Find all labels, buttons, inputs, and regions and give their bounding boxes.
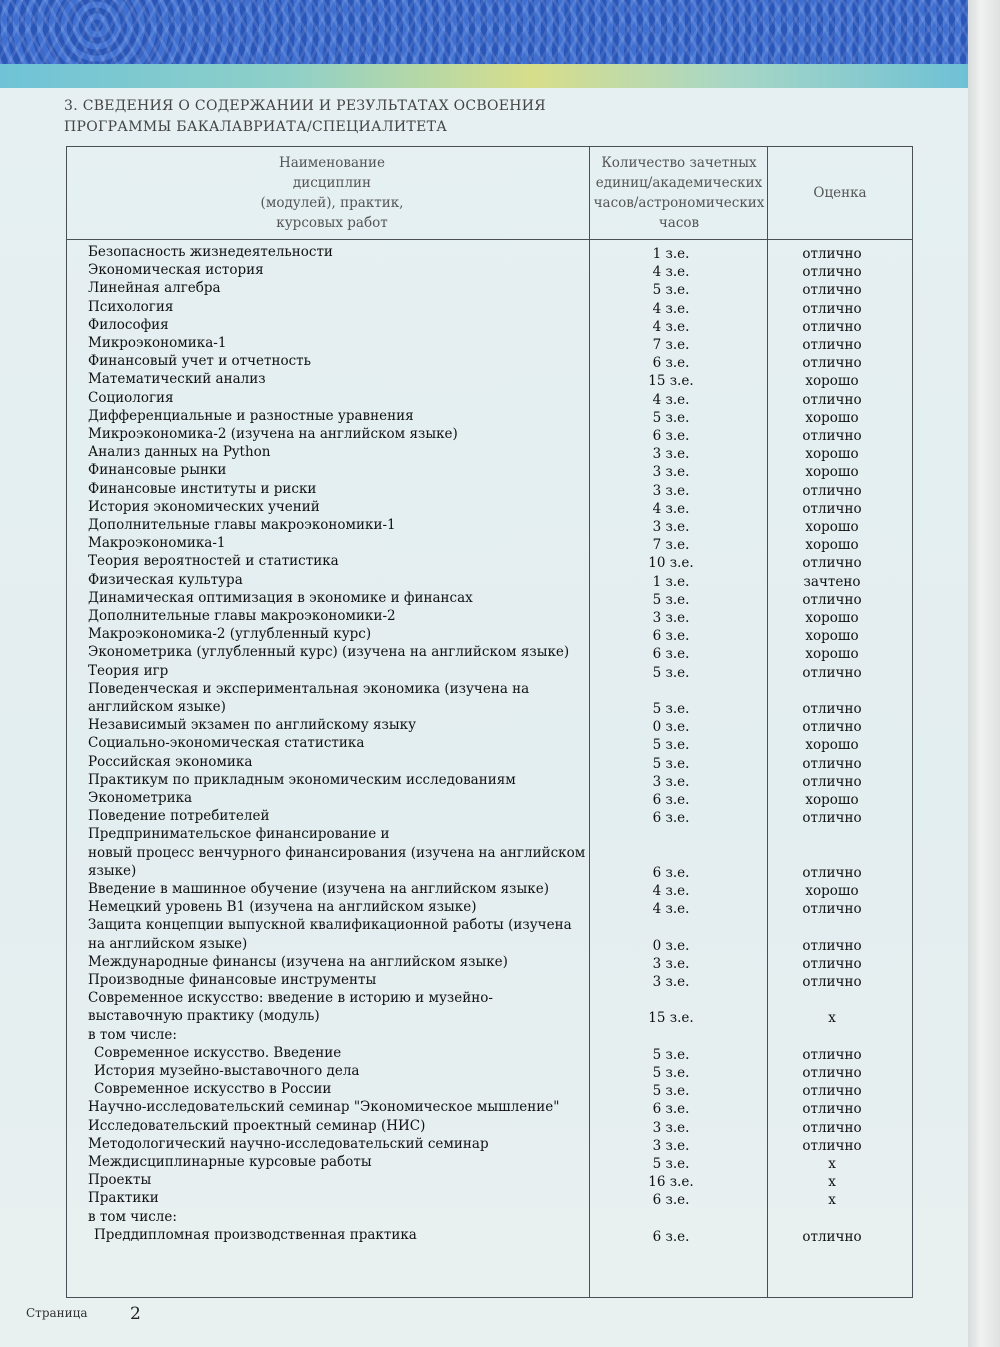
section-title-line1: 3. СВЕДЕНИЯ О СОДЕРЖАНИИ И РЕЗУЛЬТАТАХ ОСВОЕНИЯ xyxy=(64,98,546,114)
discipline-name: Линейная алгебра xyxy=(88,280,221,297)
discipline-name: Методологический научно-исследовательский семинар xyxy=(88,1135,489,1152)
grade-cell: x xyxy=(828,1156,836,1172)
table-row xyxy=(66,535,913,553)
discipline-name: Финансовые рынки xyxy=(88,462,227,479)
table-row xyxy=(66,517,913,535)
grade-cell: отлично xyxy=(802,591,862,608)
discipline-name: Философия xyxy=(88,316,169,333)
credits-cell: 5 з.е. xyxy=(652,282,690,299)
grade-cell: хорошо xyxy=(805,537,859,554)
credits-cell: 3 з.е. xyxy=(652,464,690,481)
discipline-name: Независимый экзамен по английскому языку xyxy=(88,717,417,734)
header-line: дисциплин xyxy=(292,175,372,191)
grade-cell: отлично xyxy=(802,1119,862,1136)
discipline-name: Проекты xyxy=(88,1172,152,1189)
credits-cell: 3 з.е. xyxy=(652,773,690,790)
discipline-name: Эконометрика (углубленный курс) (изучена на английском языке) xyxy=(88,644,570,661)
header-line: часов/астрономических xyxy=(593,195,765,211)
discipline-name: Финансовый учет и отчетность xyxy=(88,353,311,370)
grade-cell: отлично xyxy=(802,937,862,954)
table-row xyxy=(66,390,913,408)
credits-cell: 10 з.е. xyxy=(648,555,694,572)
discipline-name: Социально-экономическая статистика xyxy=(88,735,365,752)
credits-cell: 5 з.е. xyxy=(652,755,690,772)
table-row xyxy=(66,462,913,480)
grade-cell: хорошо xyxy=(805,792,859,808)
credits-cell: 4 з.е. xyxy=(652,883,690,899)
credits-cell: 6 з.е. xyxy=(652,864,690,881)
grade-cell: отлично xyxy=(802,700,862,717)
table-row xyxy=(66,790,913,808)
discipline-name: Дополнительные главы макроэкономики-1 xyxy=(88,517,396,533)
section-title-line2: ПРОГРАММЫ БАКАЛАВРИАТА/СПЕЦИАЛИТЕТА xyxy=(64,119,448,135)
table-row xyxy=(66,408,913,426)
discipline-name: Микроэкономика-2 (изучена на английском языке) xyxy=(88,426,458,442)
discipline-name: в том числе: xyxy=(88,1208,177,1225)
credits-cell: 3 з.е. xyxy=(652,974,690,990)
grade-cell: отлично xyxy=(802,1101,862,1118)
discipline-name: Макроэкономика-2 (углубленный курс) xyxy=(88,626,372,643)
credits-cell: 5 з.е. xyxy=(652,1083,690,1100)
table-row xyxy=(66,881,913,899)
grade-cell: отлично xyxy=(802,264,862,281)
table-row xyxy=(66,681,913,717)
grade-cell: отлично xyxy=(802,955,862,972)
table-row xyxy=(66,1099,913,1117)
credits-cell: 5 з.е. xyxy=(652,737,690,754)
header-grade xyxy=(769,147,911,239)
header-line: Наименование xyxy=(278,155,386,171)
header-line: Оценка xyxy=(813,185,867,201)
discipline-name: в том числе: xyxy=(88,1026,177,1043)
credits-cell: 3 з.е. xyxy=(652,446,690,463)
discipline-name: Предпринимательское финансирование и xyxy=(88,826,390,843)
discipline-name: на английском языке) xyxy=(88,935,248,952)
grade-cell: отлично xyxy=(802,246,862,262)
credits-cell: 6 з.е. xyxy=(652,646,690,663)
table-row xyxy=(66,772,913,790)
table-row xyxy=(66,826,913,881)
discipline-name: Немецкий уровень B1 (изучена на английском языке) xyxy=(88,899,477,916)
discipline-name: Российская экономика xyxy=(88,753,253,770)
credits-cell: 5 з.е. xyxy=(652,409,690,426)
section-title xyxy=(64,96,664,138)
decorative-stripe xyxy=(0,64,968,88)
credits-cell: 6 з.е. xyxy=(652,1192,690,1209)
table-row xyxy=(66,590,913,608)
grade-cell: отлично xyxy=(802,664,862,681)
grade-cell: отлично xyxy=(802,901,862,918)
credits-cell: 4 з.е. xyxy=(652,264,690,281)
table-row xyxy=(66,990,913,1026)
table-row xyxy=(66,371,913,389)
credits-cell: 4 з.е. xyxy=(652,300,690,317)
table-row xyxy=(66,299,913,317)
header-line: курсовых работ xyxy=(276,215,388,231)
header-discipline xyxy=(217,147,447,239)
table-row xyxy=(66,972,913,990)
credits-cell: 3 з.е. xyxy=(652,955,690,972)
discipline-name: Математический анализ xyxy=(88,371,266,388)
table-row xyxy=(66,663,913,681)
discipline-name: Международные финансы (изучена на английском языке) xyxy=(88,953,508,970)
grade-cell: отлично xyxy=(802,1065,862,1081)
credits-cell: 5 з.е. xyxy=(652,1156,690,1172)
grade-cell: отлично xyxy=(802,864,862,881)
discipline-name: Макроэкономика-1 xyxy=(88,535,226,552)
page-label: Страница xyxy=(26,1306,88,1320)
grade-cell: отлично xyxy=(802,719,862,736)
table-row xyxy=(66,608,913,626)
table-row xyxy=(66,317,913,335)
table-row xyxy=(66,353,913,371)
discipline-name: Теория игр xyxy=(88,662,169,679)
grade-cell: отлично xyxy=(802,355,862,372)
table-row xyxy=(66,1081,913,1099)
discipline-name: Экономическая история xyxy=(88,262,264,279)
discipline-name: История музейно-выставочного дела xyxy=(94,1063,360,1079)
credits-cell: 15 з.е. xyxy=(648,373,694,390)
credits-cell: 5 з.е. xyxy=(652,1046,690,1063)
grade-cell: хорошо xyxy=(805,737,859,754)
grade-cell: отлично xyxy=(802,1083,862,1100)
table-row xyxy=(66,335,913,353)
grade-cell: отлично xyxy=(802,1137,862,1154)
grade-cell: хорошо xyxy=(805,519,859,535)
credits-cell: 6 з.е. xyxy=(652,1101,690,1118)
grade-cell: хорошо xyxy=(805,464,859,481)
credits-cell: 4 з.е. xyxy=(652,318,690,335)
discipline-name: Финансовые институты и риски xyxy=(88,480,317,497)
credits-cell: 15 з.е. xyxy=(648,1010,694,1027)
table-row xyxy=(66,1209,913,1227)
header-line: часов xyxy=(658,215,700,231)
discipline-name: Междисциплинарные курсовые работы xyxy=(88,1154,372,1170)
grade-cell: отлично xyxy=(802,337,862,353)
credits-cell: 0 з.е. xyxy=(652,719,690,736)
credits-cell: 3 з.е. xyxy=(652,482,690,499)
discipline-name: Микроэкономика-1 xyxy=(88,335,227,351)
discipline-name: Физическая культура xyxy=(88,571,243,588)
credits-cell: 7 з.е. xyxy=(652,537,690,554)
grade-cell: хорошо xyxy=(805,610,859,626)
discipline-name: языке) xyxy=(88,862,137,879)
credits-cell: 3 з.е. xyxy=(652,610,690,626)
table-row xyxy=(66,899,913,917)
page-edge xyxy=(968,0,1000,1347)
discipline-name: английском языке) xyxy=(88,698,226,715)
table-row xyxy=(66,1136,913,1154)
discipline-name: Научно-исследовательский семинар "Экономическое мышление" xyxy=(88,1099,560,1116)
grade-cell: x xyxy=(828,1174,836,1191)
discipline-name: Динамическая оптимизация в экономике и финансах xyxy=(88,589,473,606)
credits-cell: 5 з.е. xyxy=(652,1065,690,1081)
grade-cell: отлично xyxy=(802,428,862,444)
table-row xyxy=(66,1172,913,1190)
grade-cell: хорошо xyxy=(805,373,859,390)
grade-cell: отлично xyxy=(802,974,862,990)
page-number: 2 xyxy=(130,1304,141,1324)
discipline-name: Производные финансовые инструменты xyxy=(88,972,377,988)
credits-cell: 6 з.е. xyxy=(652,628,690,645)
grade-cell: отлично xyxy=(802,391,862,408)
header-line: Количество зачетных xyxy=(601,155,757,171)
discipline-name: Социология xyxy=(88,389,174,406)
discipline-name: Поведенческая и экспериментальная экономика (изучена на xyxy=(88,680,530,697)
table-row xyxy=(66,1063,913,1081)
discipline-name: Поведение потребителей xyxy=(88,808,270,825)
grade-cell: хорошо xyxy=(805,646,859,663)
credits-cell: 6 з.е. xyxy=(652,792,690,808)
table-row xyxy=(66,717,913,735)
credits-cell: 4 з.е. xyxy=(652,901,690,918)
credits-cell: 6 з.е. xyxy=(652,1228,690,1245)
table-row xyxy=(66,572,913,590)
header-credits xyxy=(591,147,767,239)
grade-cell: хорошо xyxy=(805,628,859,645)
discipline-name: Исследовательский проектный семинар (НИС) xyxy=(88,1117,426,1134)
credits-cell: 3 з.е. xyxy=(652,1137,690,1154)
discipline-name: Современное искусство в России xyxy=(94,1081,332,1098)
credits-cell: 16 з.е. xyxy=(648,1174,694,1191)
grade-cell: отлично xyxy=(802,318,862,335)
grade-cell: x xyxy=(828,1010,836,1027)
discipline-name: новый процесс венчурного финансирования (изучена на английском xyxy=(88,844,586,861)
grade-cell: хорошо xyxy=(805,446,859,463)
discipline-name: Эконометрика xyxy=(88,790,193,806)
grade-cell: хорошо xyxy=(805,883,859,899)
table-row xyxy=(66,1227,913,1245)
grade-cell: зачтено xyxy=(803,573,861,590)
credits-cell: 6 з.е. xyxy=(652,810,690,827)
credits-cell: 0 з.е. xyxy=(652,937,690,954)
table-row xyxy=(66,426,913,444)
grade-cell: отлично xyxy=(802,555,862,572)
credits-cell: 1 з.е. xyxy=(652,246,690,262)
credits-cell: 6 з.е. xyxy=(652,428,690,444)
table-row xyxy=(66,735,913,753)
credits-cell: 5 з.е. xyxy=(652,664,690,681)
table-row xyxy=(66,754,913,772)
table-row xyxy=(66,481,913,499)
credits-cell: 4 з.е. xyxy=(652,391,690,408)
header-line: (модулей), практик, xyxy=(260,195,404,211)
table-row xyxy=(66,1027,913,1045)
discipline-name: Теория вероятностей и статистика xyxy=(88,553,339,570)
table-row xyxy=(66,280,913,298)
table-row xyxy=(66,917,913,953)
banner-pattern xyxy=(0,0,968,64)
credits-cell: 7 з.е. xyxy=(652,337,690,353)
discipline-name: Психология xyxy=(88,298,174,315)
discipline-name: Практикум по прикладным экономическим исследованиям xyxy=(88,771,516,788)
discipline-name: Преддипломная производственная практика xyxy=(94,1226,417,1243)
credits-cell: 6 з.е. xyxy=(652,355,690,372)
discipline-name: Практики xyxy=(88,1190,159,1207)
table-row xyxy=(66,644,913,662)
credits-cell: 5 з.е. xyxy=(652,700,690,717)
discipline-name: Дополнительные главы макроэкономики-2 xyxy=(88,608,396,624)
grade-cell: отлично xyxy=(802,300,862,317)
credits-cell: 4 з.е. xyxy=(652,500,690,517)
header-line: единиц/академических xyxy=(595,175,763,191)
grade-cell: отлично xyxy=(802,810,862,827)
discipline-name: Введение в машинное обучение (изучена на английском языке) xyxy=(88,881,549,897)
grade-cell: x xyxy=(828,1192,836,1209)
table-row xyxy=(66,808,913,826)
table-row xyxy=(66,1045,913,1063)
discipline-name: Современное искусство: введение в историю и музейно- xyxy=(88,990,493,1007)
grade-cell: отлично xyxy=(802,773,862,790)
table-row xyxy=(66,499,913,517)
grade-cell: хорошо xyxy=(805,409,859,426)
grade-cell: отлично xyxy=(802,755,862,772)
table-row xyxy=(66,954,913,972)
discipline-name: Современное искусство. Введение xyxy=(94,1044,342,1061)
credits-cell: 3 з.е. xyxy=(652,519,690,535)
table-row xyxy=(66,244,913,262)
header-divider xyxy=(67,239,912,240)
grade-cell: отлично xyxy=(802,282,862,299)
discipline-name: История экономических учений xyxy=(88,498,320,515)
table-row xyxy=(66,553,913,571)
table-row xyxy=(66,444,913,462)
credits-cell: 1 з.е. xyxy=(652,573,690,590)
discipline-name: выставочную практику (модуль) xyxy=(88,1008,320,1025)
discipline-name: Безопасность жизнедеятельности xyxy=(88,244,333,260)
table-row xyxy=(66,626,913,644)
grade-cell: отлично xyxy=(802,1046,862,1063)
discipline-name: Анализ данных на Python xyxy=(88,444,271,461)
discipline-name: Дифференциальные и разностные уравнения xyxy=(88,407,414,424)
grade-cell: отлично xyxy=(802,1228,862,1245)
grade-cell: отлично xyxy=(802,482,862,499)
table-row xyxy=(66,1154,913,1172)
credits-cell: 5 з.е. xyxy=(652,591,690,608)
credits-cell: 3 з.е. xyxy=(652,1119,690,1136)
table-row xyxy=(66,1118,913,1136)
table-row xyxy=(66,262,913,280)
discipline-name: Защита концепции выпускной квалификационной работы (изучена xyxy=(88,917,572,934)
table-row xyxy=(66,1190,913,1208)
grade-cell: отлично xyxy=(802,500,862,517)
